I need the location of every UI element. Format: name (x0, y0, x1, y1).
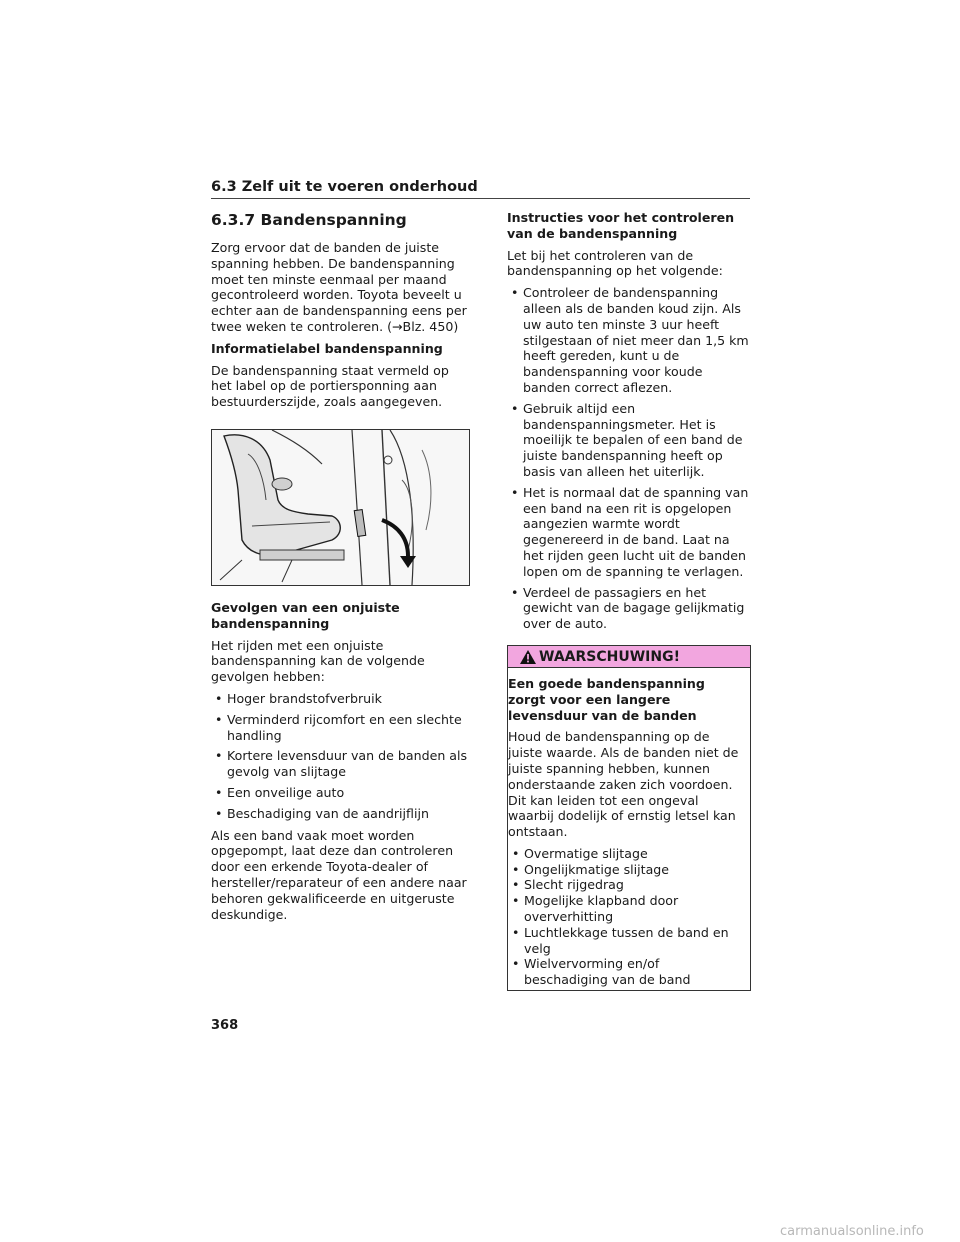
page-title: 6.3.7 Bandenspanning (211, 211, 407, 229)
consequences-heading: Gevolgen van een onjuiste bandenspanning (211, 599, 400, 631)
list-item: • Verminderd rijcomfort en een slechte handling (211, 712, 473, 744)
list-item: • Gebruik altijd een bandenspanningsmeter. Het is moeilijk te bepalen of een band de juiste bandenspanning heeft op basis van alleen het uiterlijk. (507, 401, 751, 480)
instructions-intro: Let bij het controleren van de bandenspanning op het volgende: (507, 247, 723, 279)
consequences-intro: Het rijden met een onjuiste bandenspanning kan de volgende gevolgen hebben: (211, 637, 425, 685)
list-item: • Overmatige slijtage (508, 846, 746, 862)
watermark: carmanualsonline.info (780, 1224, 924, 1239)
warning-list (508, 846, 746, 988)
closing-paragraph: Als een band vaak moet worden opgepompt, laat deze dan controleren door een erkende Toyota-dealer of hersteller/reparateur of een andere naar behoren gekwalificeerde en uitgeruste deskundige. (211, 827, 467, 922)
instructions-list (507, 285, 751, 632)
list-item: • Hoger brandstofverbruik (211, 691, 473, 707)
label-paragraph: De bandenspanning staat vermeld op het label op de portiersponning aan bestuurderszijde, zoals aangegeven. (211, 362, 449, 410)
list-item: • Een onveilige auto (211, 785, 473, 801)
warning-body (508, 668, 750, 990)
warning-box (507, 645, 751, 991)
warning-triangle-icon (520, 650, 536, 664)
list-item: • Ongelijkmatige slijtage (508, 862, 746, 878)
warning-header (508, 646, 750, 668)
page-number: 368 (211, 1018, 239, 1033)
consequences-list (211, 691, 473, 822)
section-header: 6.3 Zelf uit te voeren onderhoud (211, 178, 750, 199)
warning-text: Houd de bandenspanning op de juiste waarde. Als de banden niet de juiste spanning hebben, kunnen onderstaande zaken zich voordoen. Dit kan leiden tot een ongeval waarbij dodelijk of ernstig letsel kan ontstaan. (508, 729, 739, 840)
list-item: • Wielvervorming en/of beschadiging van de band (508, 956, 746, 988)
list-item: • Mogelijke klapband door oververhitting (508, 893, 746, 925)
list-item: • Beschadiging van de aandrijflijn (211, 806, 473, 822)
intro-paragraph: Zorg ervoor dat de banden de juiste spanning hebben. De bandenspanning moet ten minste eenmaal per maand gecontroleerd worden. Toyota beveelt u echter aan de bandenspanning eens per twee weken te controleren. (→Blz. 450) (211, 240, 467, 334)
list-item: • Verdeel de passagiers en het gewicht van de bagage gelijkmatig over de auto. (507, 585, 751, 632)
list-item: • Luchtlekkage tussen de band en velg (508, 925, 746, 957)
list-item: • Het is normaal dat de spanning van een band na een rit is opgelopen aangezien warmte wordt gegenereerd in de band. Laat na het rijden geen lucht uit de banden lopen om de spanning te verlagen. (507, 485, 751, 580)
label-heading: Informatielabel bandenspanning (211, 340, 443, 356)
list-item: • Controleer de bandenspanning alleen als de banden koud zijn. Als uw auto ten minste 3 uur heeft stilgestaan of niet meer dan 1,5 km heeft gereden, kunt u de bandenspanning voor koude banden correct aflezen. (507, 285, 751, 396)
right-column (507, 210, 751, 991)
instructions-heading: Instructies voor het controleren van de bandenspanning (507, 210, 735, 241)
left-column (211, 210, 473, 928)
list-item: • Kortere levensduur van de banden als gevolg van slijtage (211, 748, 473, 780)
warning-title: WAARSCHUWING! (539, 648, 680, 665)
door-jamb-illustration (211, 429, 470, 586)
list-item: • Slecht rijgedrag (508, 877, 746, 893)
warning-heading: Een goede bandenspanning zorgt voor een langere levensduur van de banden (508, 675, 705, 723)
